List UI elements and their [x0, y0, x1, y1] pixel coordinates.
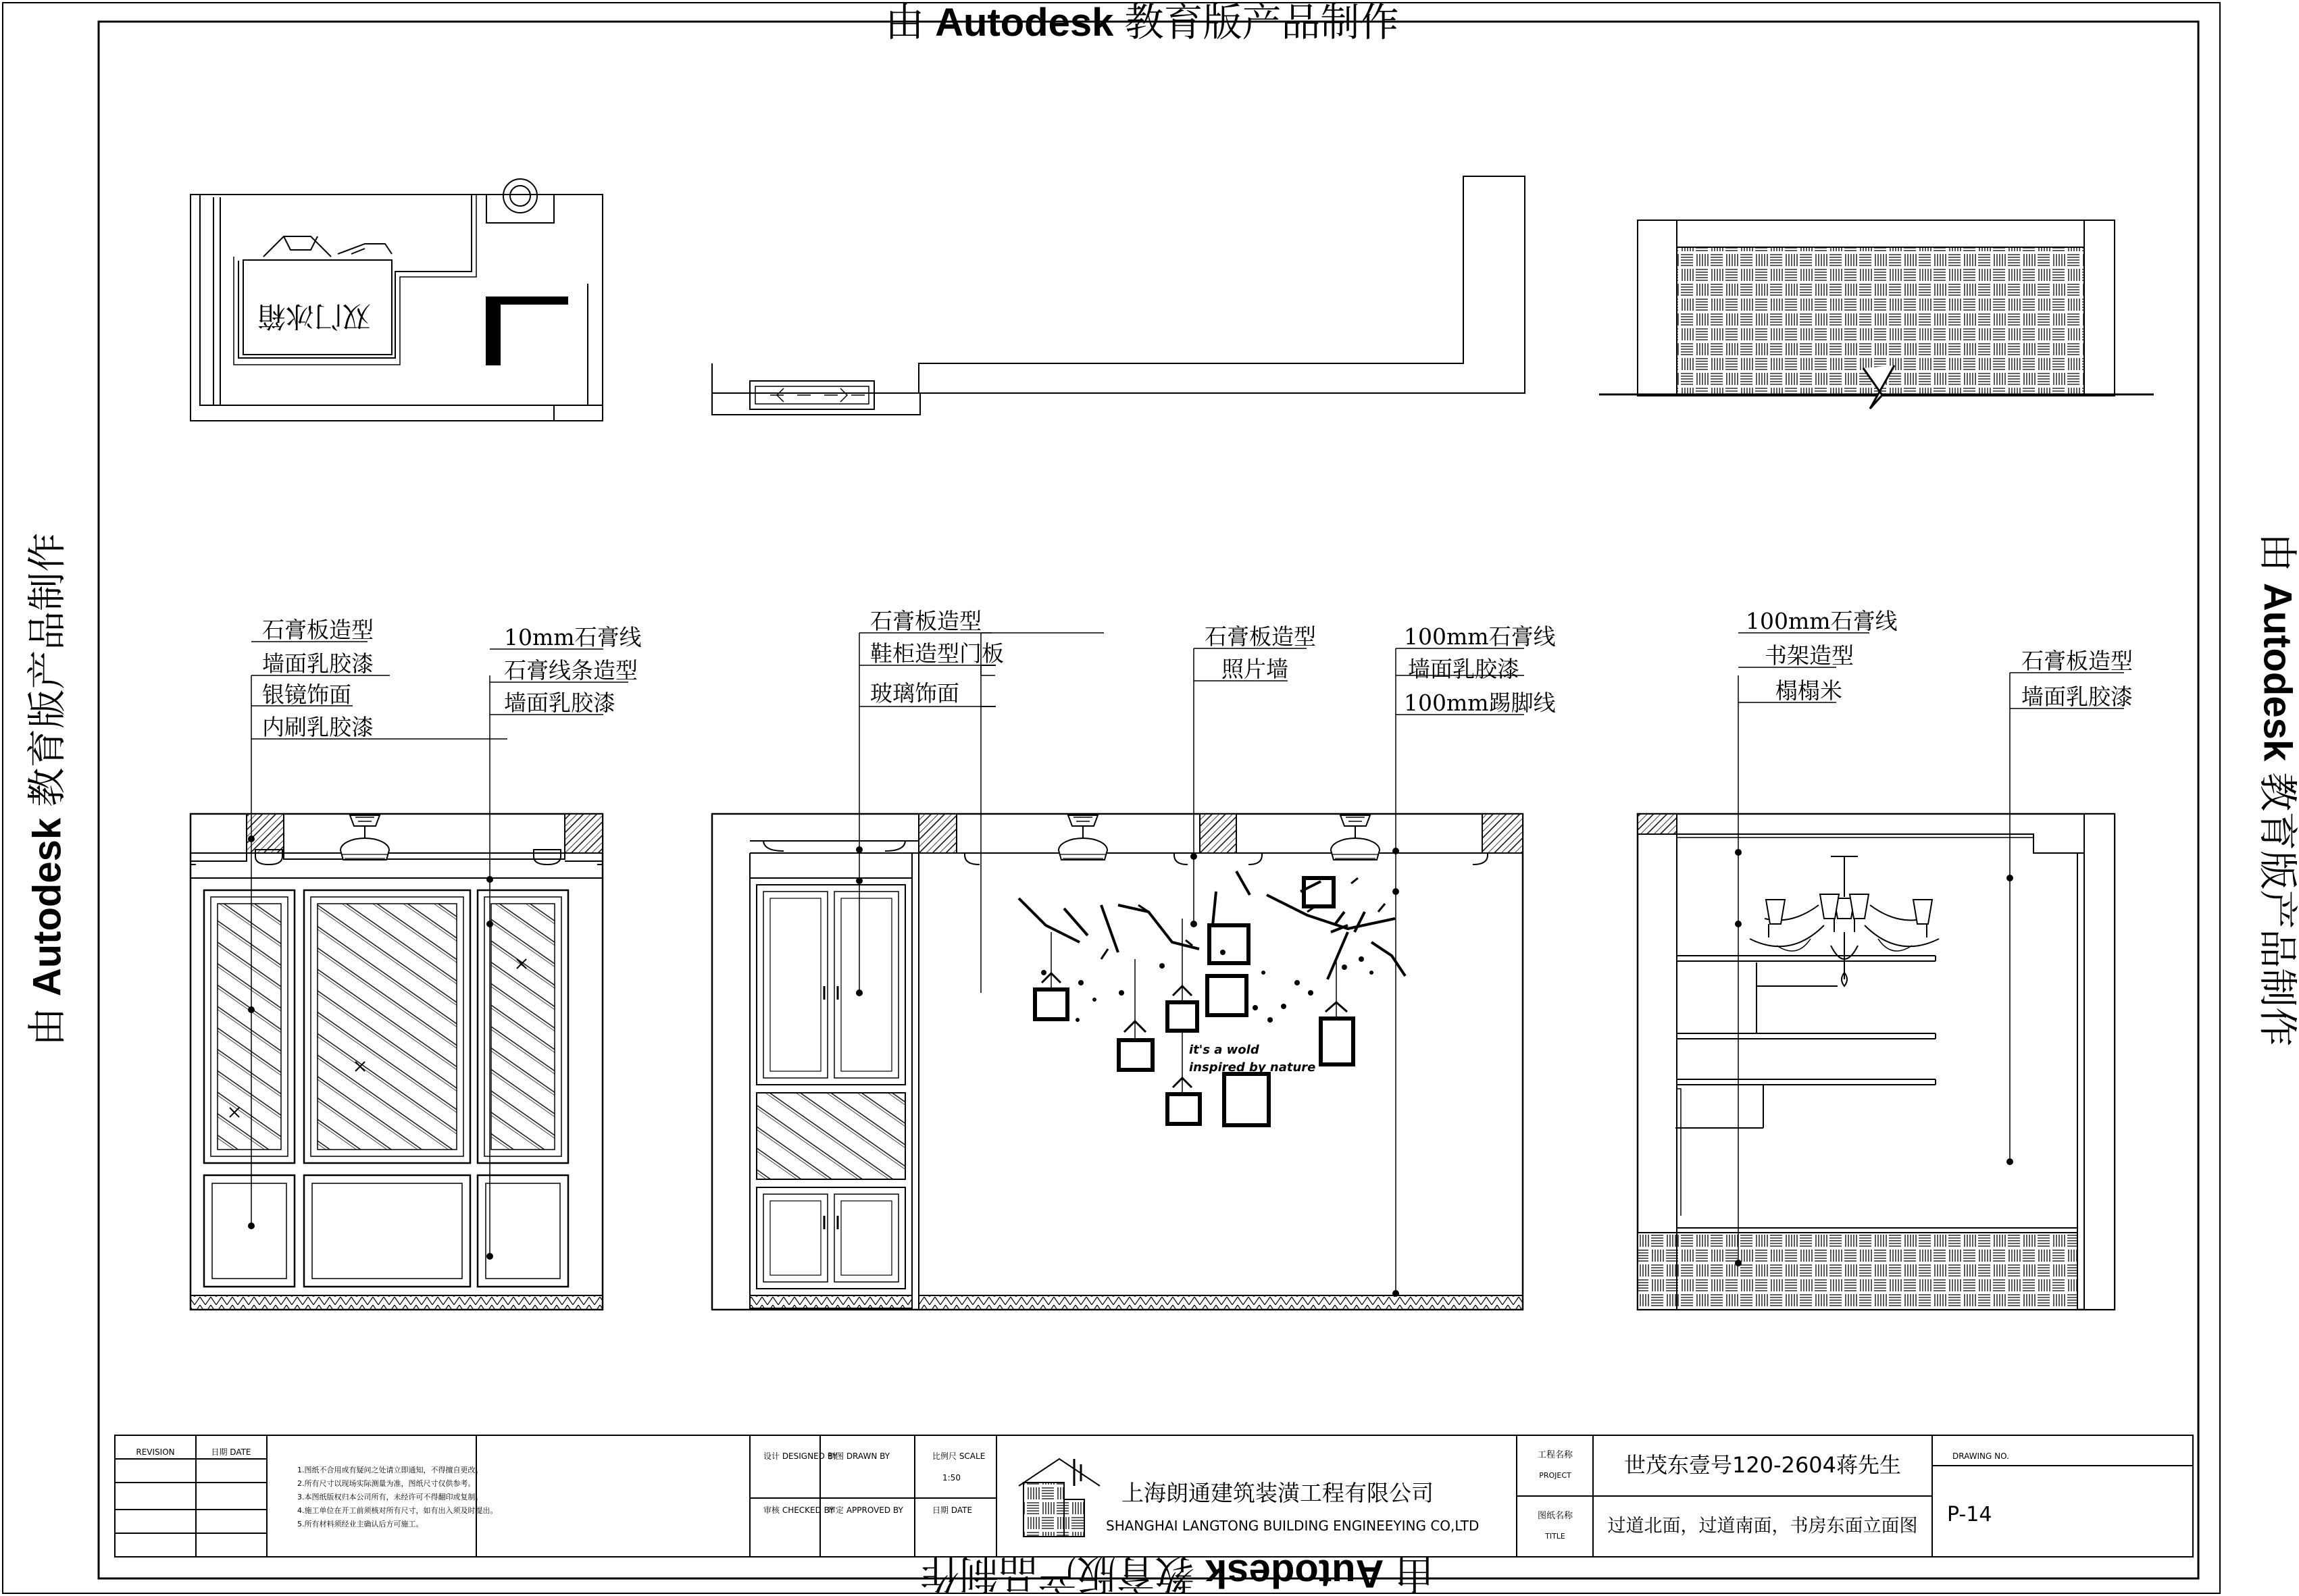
- e1-l1: 墙面乳胶漆: [262, 650, 374, 677]
- project-name: 世茂东壹号120-2604蒋先生: [1623, 1452, 1902, 1478]
- decal-text-2: inspired by nature: [1189, 1060, 1316, 1075]
- elevation-2-leaders: [981, 633, 1524, 1293]
- company-name-en: SHANGHAI LANGTONG BUILDING ENGINEEYING CO,LTD: [1106, 1518, 1480, 1534]
- tb-scale-value: 1:50: [942, 1473, 961, 1483]
- watermark-right: 由 Autodesk 教育版产品制作: [2255, 532, 2299, 1047]
- e3-l0: 100mm石膏线: [1746, 608, 1898, 634]
- watermark-top: 由 Autodesk 教育版产品制作: [885, 1, 1399, 45]
- fridge-label: 双门冰箱: [257, 300, 372, 333]
- tb-drawing-label: 图纸名称: [1537, 1511, 1573, 1521]
- e2-r0: 100mm石膏线: [1404, 623, 1556, 650]
- e1-l3: 内刷乳胶漆: [262, 714, 374, 740]
- tb-checked: 审核 CHECKED BY: [763, 1505, 834, 1515]
- tb-note-0: 1.图纸不合用或有疑问之处请立即通知，不得擅自更改。: [297, 1466, 483, 1474]
- e1-r0: 10mm石膏线: [504, 624, 642, 650]
- e3-l2: 榻榻米: [1775, 677, 1842, 704]
- e1-l0: 石膏板造型: [262, 617, 374, 643]
- e1-r1: 石膏线条造型: [504, 657, 638, 684]
- tb-design: 设计 DESIGNED BY: [763, 1451, 838, 1461]
- tb-drawing-label-en: TITLE: [1545, 1532, 1565, 1541]
- elevation-1: [191, 642, 628, 1310]
- e3-r0: 石膏板造型: [2021, 648, 2133, 674]
- company-logo: [1019, 1459, 1100, 1537]
- tb-project-label-en: PROJECT: [1539, 1471, 1571, 1480]
- tb-note-2: 3.本图纸版权归本公司所有，未经许可不得翻印或复制。: [297, 1493, 483, 1501]
- elevation-3: [1638, 633, 2124, 1310]
- drawing-no: P-14: [1947, 1503, 1992, 1526]
- drawing-no-label: DRAWING NO.: [1952, 1451, 2009, 1461]
- tb-note-3: 4.施工单位在开工前须核对所有尺寸，如有出入须及时提出。: [297, 1506, 498, 1515]
- e2-l2: 玻璃饰面: [870, 680, 959, 706]
- e3-r1: 墙面乳胶漆: [2021, 684, 2133, 710]
- tb-revision: REVISION: [136, 1447, 175, 1457]
- e2-r1: 墙面乳胶漆: [1408, 656, 1519, 682]
- drawing-title: 过道北面，过道南面，书房东面立面图: [1607, 1516, 1918, 1537]
- e3-l1: 书架造型: [1765, 642, 1854, 669]
- tb-project-label: 工程名称: [1537, 1450, 1573, 1460]
- outer-border: [3, 3, 2220, 1593]
- watermark-bottom: 由 Autodesk 教育版产品制作: [920, 1551, 1434, 1595]
- plan-corridor: [712, 176, 1525, 415]
- e2-r2: 100mm踢脚线: [1404, 690, 1556, 716]
- e1-l2: 银镜饰面: [262, 681, 351, 708]
- e2-l1: 鞋柜造型门板: [870, 640, 1004, 667]
- tb-scale: 比例尺 SCALE: [932, 1451, 986, 1461]
- e2-m1: 照片墙: [1221, 656, 1288, 682]
- e1-r2: 墙面乳胶漆: [504, 690, 615, 716]
- e2-l0: 石膏板造型: [870, 608, 982, 634]
- decal-text-1: it's a wold: [1189, 1043, 1259, 1057]
- company-name-cn: 上海朗通建筑装潢工程有限公司: [1121, 1480, 1434, 1506]
- tb-drawn: 制图 DRAWN BY: [828, 1451, 890, 1461]
- tb-date: 日期 DATE: [932, 1505, 973, 1515]
- tb-date-header: 日期 DATE: [211, 1447, 251, 1457]
- plan-fridge: [191, 179, 603, 421]
- plan-tatami: [1599, 220, 2154, 409]
- elevation-2: [712, 814, 1523, 1310]
- e2-m0: 石膏板造型: [1205, 623, 1316, 650]
- watermark-left: 由 Autodesk 教育版产品制作: [25, 532, 70, 1047]
- tb-approved: 审定 APPROVED BY: [828, 1505, 903, 1515]
- tb-note-4: 5.所有材料须经业主确认后方可施工。: [297, 1520, 424, 1528]
- tb-note-1: 2.所有尺寸以现场实际测量为准，图纸尺寸仅供参考。: [297, 1479, 476, 1488]
